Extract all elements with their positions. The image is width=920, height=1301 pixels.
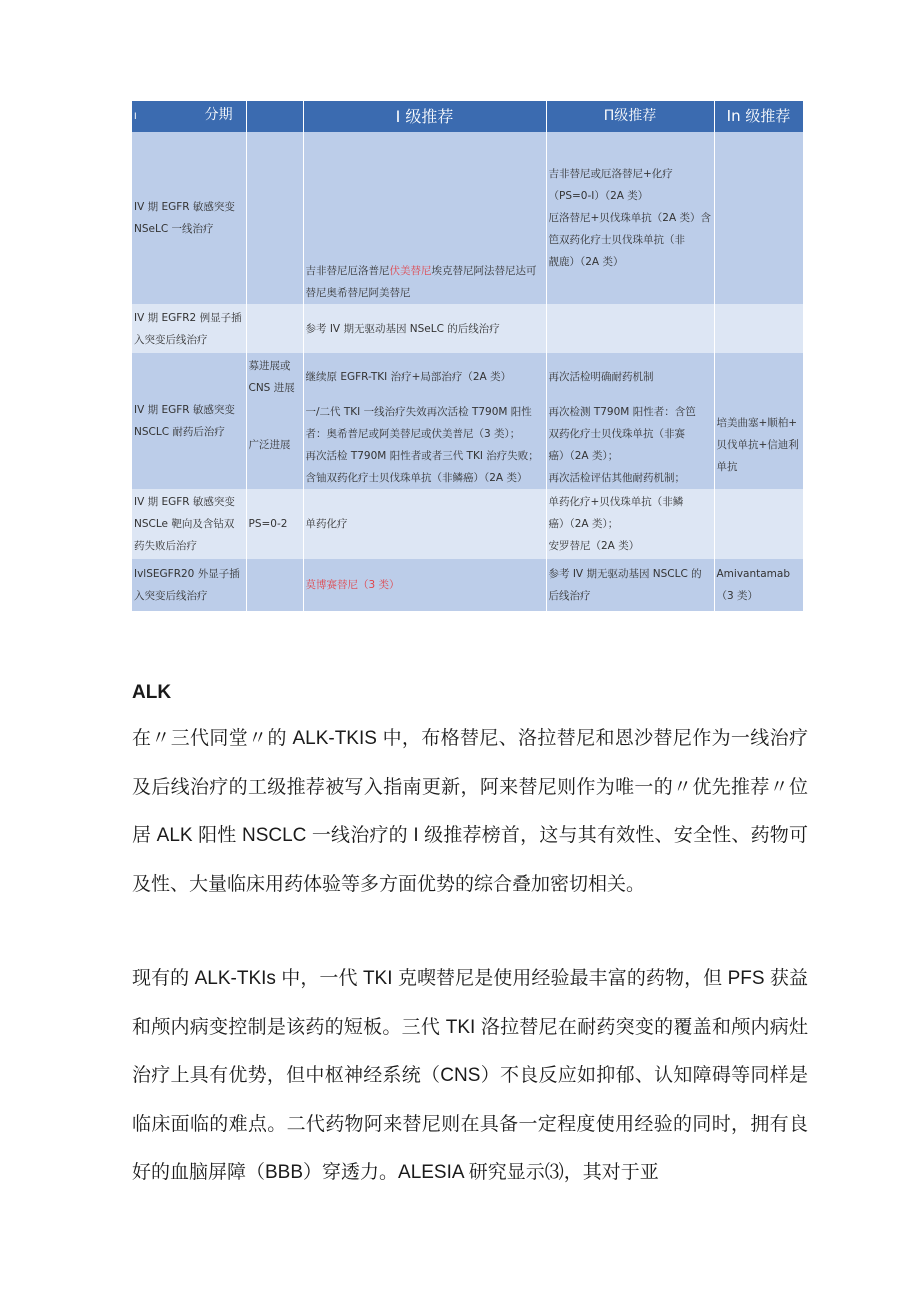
row5-stage: IvlSEGFR20 外显子插入突变后线治疗	[132, 559, 246, 611]
row3-sub-b-level2: 再次检测 T790M 阳性者：含笆 双药化疗士贝伐珠单抗（非赛 癌）（2A 类）； 再次活检评估其他耐药机制；	[546, 401, 714, 489]
header-level2: Π级推荐	[546, 101, 714, 132]
row3-sub-b: 广泛进展	[246, 401, 303, 489]
row5-level3: Amivantamab（3 类）	[714, 559, 803, 611]
header-index: I 分期	[132, 101, 246, 132]
row4-level3	[714, 489, 803, 559]
guideline-table	[132, 101, 804, 611]
row1-level2: 吉非替尼或厄洛替尼+化疗 （PS=0-I）（2A 类） 厄洛替尼+贝伐珠单抗（2A 类）含 笆双药化疗士贝伐珠单抗（非 靓鹿）（2A 类）	[546, 132, 714, 304]
row2-stage: IV 期 EGFR2 例显子插入突变后线治疗	[132, 304, 246, 353]
header-level1: I 级推荐	[303, 101, 546, 132]
table-row	[132, 353, 803, 401]
row4-level2: 单药化疗+贝伐珠单抗（非鳞 癌）（2A 类）； 安罗替尼（2A 类）	[546, 489, 714, 559]
header-stage: 分期	[204, 107, 233, 123]
row3-sub-a-level3	[714, 353, 803, 401]
table-row	[132, 304, 803, 353]
body-paragraph-1: 在〃三代同堂〃的 ALK-TKIS 中，布格替尼、洛拉替尼和恩沙替尼作为一线治疗及后线治疗的工级推荐被写入指南更新，阿来替尼则作为唯一的〃优先推荐〃位居 ALK 阳性 NSCLC 一线治疗的 I 级推荐榜首，这与其有效性、安全性、药物可及性、大量临床用药体验等多方面优势的综合叠加密切相关。	[132, 728, 808, 895]
header-level3: In 级推荐	[714, 101, 803, 132]
row2-sub	[246, 304, 303, 353]
row2-level2	[546, 304, 714, 353]
row3-sub-b-level1: 一/二代 TKI 一线治疗失效再次活检 T790M 阳性 者：奥希普尼或阿美替尼或伏美普尼（3 类）； 再次活检 T790M 阳性者或者三代 TKI 治疗失败； 含铀双药化疗士贝伐珠单抗（非鳞癌）（2A 类）	[303, 401, 546, 489]
row5-level2: 参考 IV 期无驱动基因 NSCLC 的后线治疗	[546, 559, 714, 611]
row4-stage: IV 期 EGFR 敏感突变 NSCLe 靶向及含钻双药失败后治疗	[132, 489, 246, 559]
row3-sub-a: 募进展或 CNS 进展	[246, 353, 303, 401]
row2-level3	[714, 304, 803, 353]
table-row	[132, 132, 803, 304]
row1-sub	[246, 132, 303, 304]
row3-stage: IV 期 EGFR 敏感突变 NSCLC 耐药后治疗	[132, 353, 246, 489]
table-row	[132, 489, 803, 559]
body-paragraph-2: 现有的 ALK-TKIs 中，一代 TKI 克喫替尼是使用经验最丰富的药物，但 PFS 获益和颅内病变控制是该药的短板。三代 TKI 洛拉替尼在耐药突变的覆盖和颅内病灶治疗上具有优势，但中枢神经系统（CNS）不良反应如抑郁、认知障碍等同样是临床面临的难点。二代药物阿来替尼则在具备一定程度使用经验的同时，拥有良好的血脑屏障（BBB）穿透力。ALESIA 研究显示⑶，其对于亚	[132, 968, 808, 1183]
row5-level1: 莫博赛替尼（3 类）	[303, 559, 546, 611]
row1-level1: 吉非替尼厄洛普尼伏美替尼埃克替尼阿法替尼达可替尼奥希替尼阿美替尼	[303, 132, 546, 304]
row3-sub-a-level2: 再次活检明确耐药机制	[546, 353, 714, 401]
row1-level1-highlight: 伏美替尼	[389, 265, 432, 277]
header-blank	[246, 101, 303, 132]
row1-stage: IV 期 EGFR 敏感突变 NSeLC 一线治疗	[132, 132, 246, 304]
row2-level1: 参考 IV 期无驱动基因 NSeLC 的后线治疗	[303, 304, 546, 353]
row1-level3	[714, 132, 803, 304]
row3-sub-a-level1: 继续原 EGFR-TKI 治疗+局部治疗（2A 类）	[303, 353, 546, 401]
row5-sub	[246, 559, 303, 611]
row3-level3: 培美曲塞+顺柏+ 贝伐单抗+信迪利 单抗	[714, 401, 803, 489]
row4-sub: PS=0-2	[246, 489, 303, 559]
section-heading: ALK	[132, 682, 172, 703]
table-header-row	[132, 101, 803, 132]
table-row	[132, 559, 803, 611]
row4-level1: 单药化疗	[303, 489, 546, 559]
